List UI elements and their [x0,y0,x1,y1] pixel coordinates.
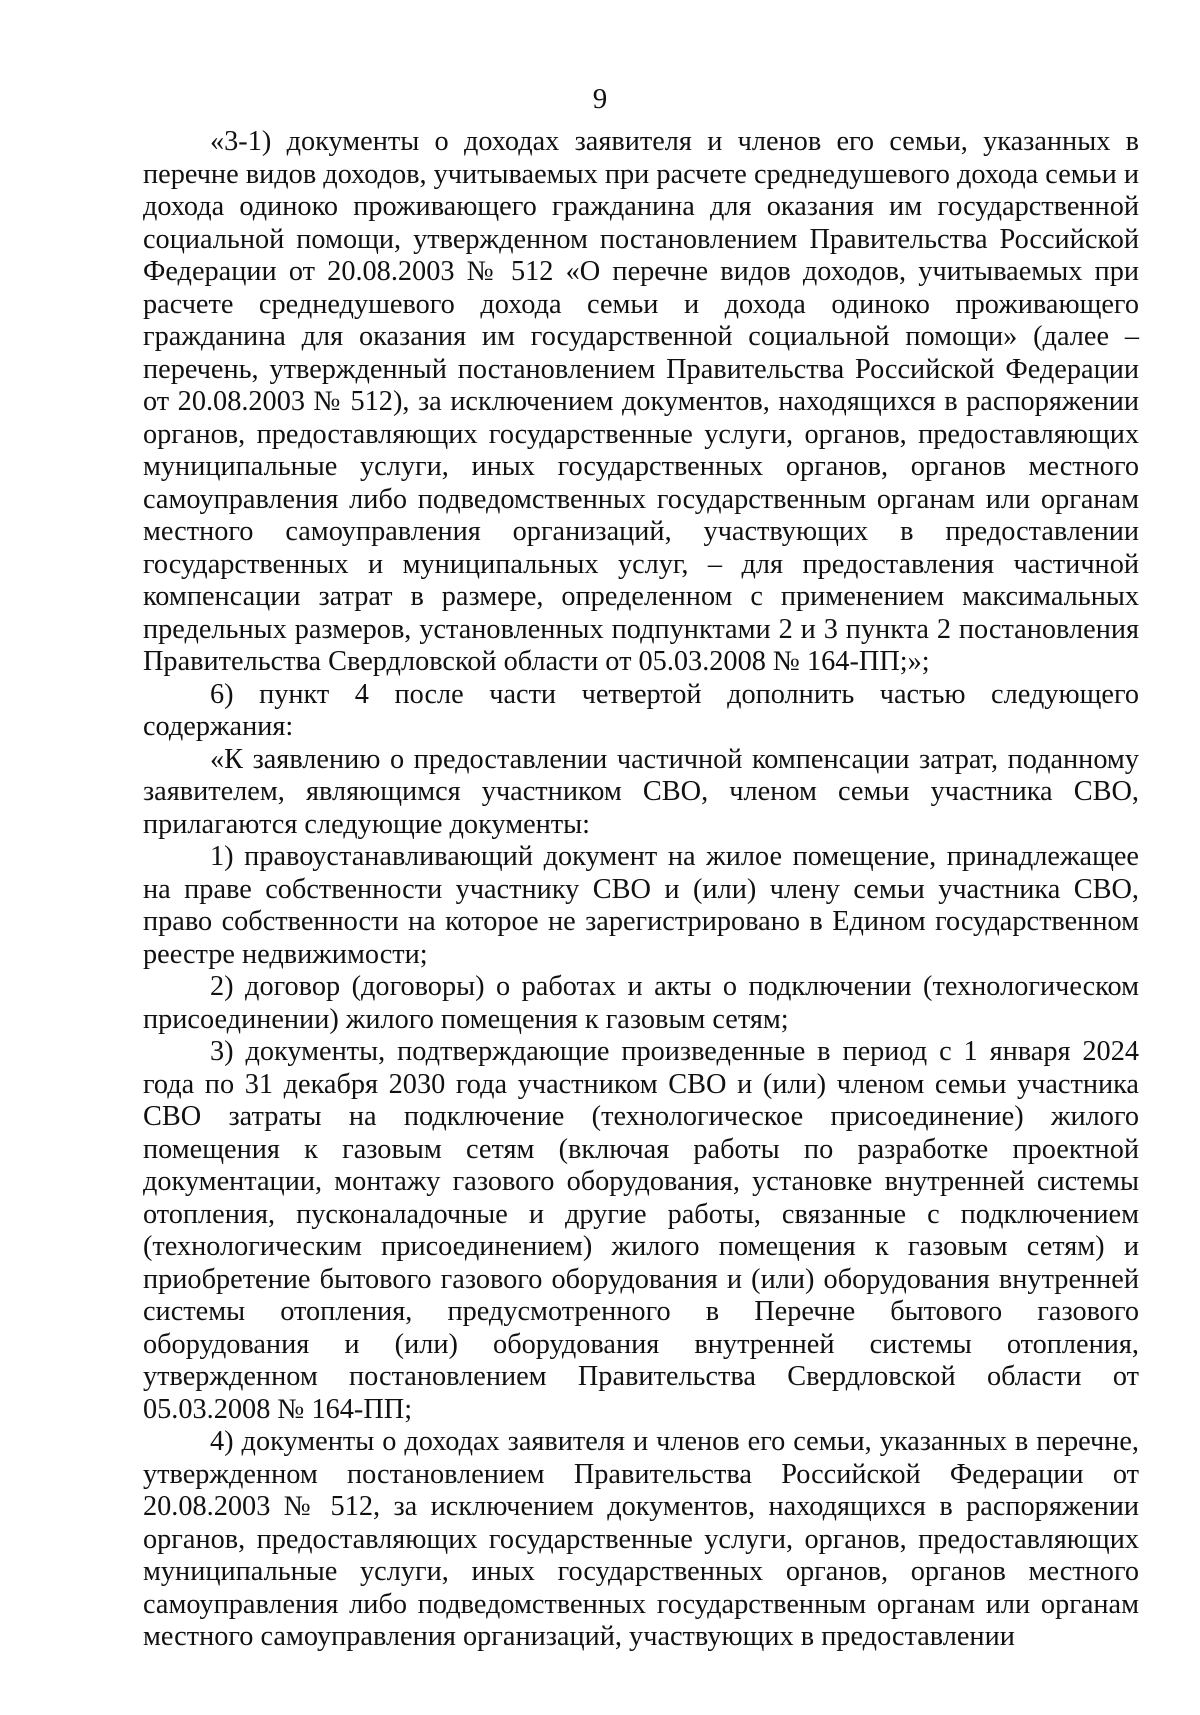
list-item-3: 3) документы, подтверждающие произведенные в период с 1 января 2024 года по 31 декабря 2030 года участником СВО и (или) членом семьи участника СВО затраты на подключение (технологическое присоединение) жилого помещения к газовым сетям (включая работы по разработке проектной документации, монтажу газового оборудования, установке внутренней системы отопления, пусконаладочные и другие работы, связанные с подключением (технологическим присоединением) жилого помещения к газовым сетям) и приобретение бытового газового оборудования и (или) оборудования внутренней системы отопления, предусмотренного в Перечне бытового газового оборудования и (или) оборудования внутренней системы отопления, утвержденном постановлением Правительства Свердловской области от 05.03.2008 № 164-ПП; [143,1036,1139,1425]
page-number: 9 [592,83,608,115]
list-item-1: 1) правоустанавливающий документ на жилое помещение, принадлежащее на праве собственности участнику СВО и (или) члену семьи участника СВО, право собственности на которое не зарегистрировано в Едином государственном реестре недвижимости; [143,841,1139,970]
paragraph-3-1: «3-1) документы о доходах заявителя и членов его семьи, указанных в перечне видов доходов, учитываемых при расчете среднедушевого дохода семьи и дохода одиноко проживающего гражданина для оказания им государственной социальной помощи, утвержденном постановлением Правительства Российской Федерации от 20.08.2003 № 512 «О перечне видов доходов, учитываемых при расчете среднедушевого дохода семьи и дохода одиноко проживающего гражданина для оказания им государственной социальной помощи» (далее – перечень, утвержденный постановлением Правительства Российской Федерации от 20.08.2003 № 512), за исключением документов, находящихся в распоряжении органов, предоставляющих государственные услуги, органов, предоставляющих муниципальные услуги, иных государственных органов, органов местного самоуправления либо подведомственных государственным органам или органам местного самоуправления организаций, участвующих в предоставлении государственных и муниципальных услуг, – для предоставления частичной компенсации затрат в размере, определенном с применением максимальных предельных размеров, установленных подпунктами 2 и 3 пункта 2 постановления Правительства Свердловской области от 05.03.2008 № 164-ПП;»; [143,126,1139,677]
list-item-2: 2) договор (договоры) о работах и акты о подключении (технологическом присоединении) жилого помещения к газовым сетям; [143,971,1139,1035]
document-body [143,126,1139,1654]
paragraph-application-attachments: «К заявлению о предоставлении частичной компенсации затрат, поданному заявителем, являющимся участником СВО, членом семьи участника СВО, прилагаются следующие документы: [143,743,1139,840]
list-item-4: 4) документы о доходах заявителя и членов его семьи, указанных в перечне, утвержденном постановлением Правительства Российской Федерации от 20.08.2003 № 512, за исключением документов, находящихся в распоряжении органов, предоставляющих государственные услуги, органов, предоставляющих муниципальные услуги, иных государственных органов, органов местного самоуправления либо подведомственных государственным органам или органам местного самоуправления организаций, участвующих в предоставлении [143,1426,1139,1652]
paragraph-item-6: 6) пункт 4 после части четвертой дополнить частью следующего содержания: [143,678,1139,742]
